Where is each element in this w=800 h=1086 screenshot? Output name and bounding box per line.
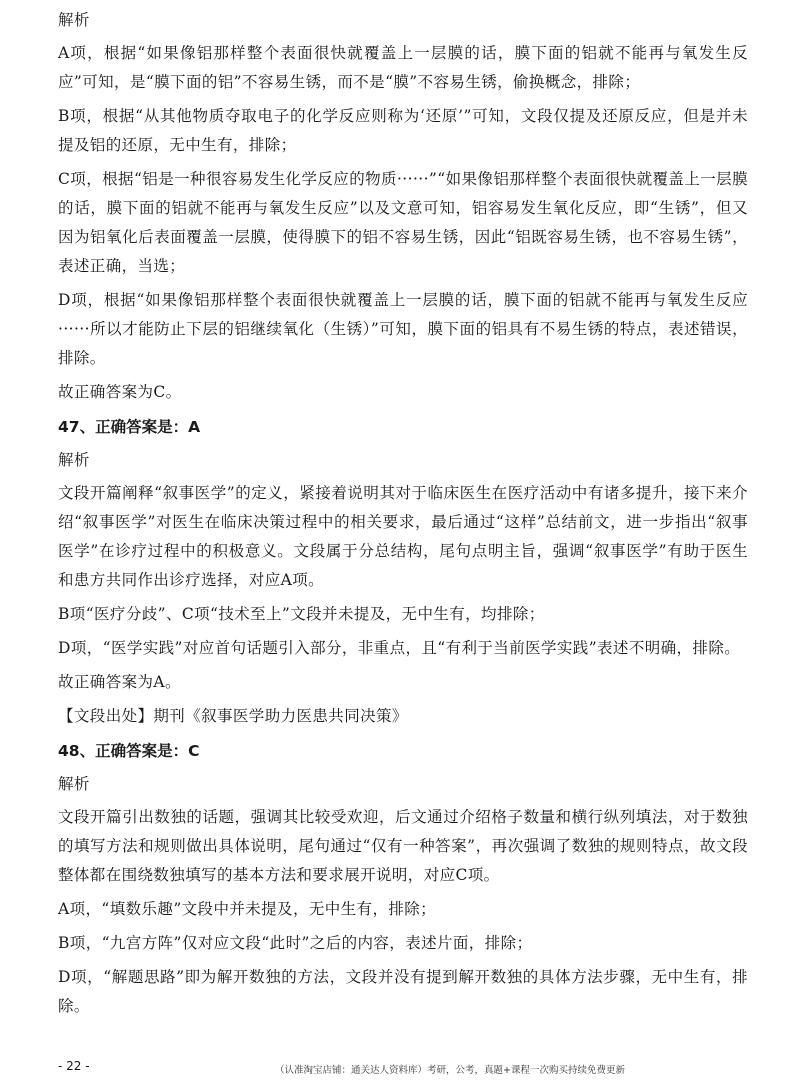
analysis-label: 解析 (58, 775, 90, 793)
q46-option-b: B项，根据“从其他物质夺取电子的化学反应则称为‘还原’”可知，文段仅提及还原反应，但是并未提及铝的还原，无中生有，排除； (58, 107, 748, 154)
page-footer: （认准淘宝店铺：通关达人资料库）考研，公考，真题+课程一次购买持续免费更新 (275, 1065, 625, 1076)
q48-option-d: D项，“解题思路”即为解开数独的方法，文段并没有提到解开数独的具体方法步骤，无中生有，排除。 (58, 968, 748, 1015)
q46-option-d: D项，根据“如果像铝那样整个表面很快就覆盖上一层膜的话，膜下面的铝就不能再与氧发生反应······所以才能防止下层的铝继续氧化（生锈）”可知，膜下面的铝具有不易生锈的特点，表述错误，排除。 (58, 291, 748, 367)
q47-option-d: D项，“医学实践”对应首句话题引入部分，非重点，且“有利于当前医学实践”表述不明确，排除。 (58, 639, 741, 657)
page-number: - 22 - (58, 1059, 90, 1073)
q48-option-a: A项，“填数乐趣”文段中并未提及，无中生有，排除； (58, 900, 437, 918)
q47-heading: 47、正确答案是：A (58, 418, 201, 436)
analysis-label: 解析 (58, 451, 90, 469)
q48-heading: 48、正确答案是：C (58, 742, 200, 760)
q46-option-a: A项，根据“如果像铝那样整个表面很快就覆盖上一层膜的话，膜下面的铝就不能再与氧发生反应”可知，是“膜下面的铝”不容易生锈，而不是“膜”不容易生锈，偷换概念，排除； (58, 44, 748, 91)
q46-answer: 故正确答案为C。 (58, 383, 182, 401)
document-body (58, 6, 748, 1026)
q48-option-b: B项，“九宫方阵”仅对应文段“此时”之后的内容，表述片面，排除； (58, 934, 533, 952)
q47-passage-analysis: 文段开篇阐释“叙事医学”的定义，紧接着说明其对于临床医生在医疗活动中有诸多提升，接下来介绍“叙事医学”对医生在临床决策过程中的相关要求，最后通过“这样”总结前文，进一步指出“叙事医学”在诊疗过程中的积极意义。文段属于分总结构，尾句点明主旨，强调“叙事医学”有助于医生和患方共同作出诊疗选择，对应A项。 (58, 484, 748, 589)
q47-source: 【文段出处】期刊《叙事医学助力医患共同决策》 (58, 707, 408, 725)
q48-passage-analysis: 文段开篇引出数独的话题，强调其比较受欢迎，后文通过介绍格子数量和横行纵列填法，对于数独的填写方法和规则做出具体说明，尾句通过“仅有一种答案”，再次强调了数独的规则特点，故文段整体都在围绕数独填写的基本方法和要求展开说明，对应C项。 (58, 808, 748, 884)
q47-option-bc: B项“医疗分歧”、C项“技术至上”文段并未提及，无中生有，均排除； (58, 605, 545, 623)
q47-answer: 故正确答案为A。 (58, 673, 181, 691)
analysis-label: 解析 (58, 11, 90, 29)
q46-option-c: C项，根据“铝是一种很容易发生化学反应的物质······”“如果像铝那样整个表面很快就覆盖上一层膜的话，膜下面的铝就不能再与氧发生反应”以及文意可知，铝容易发生氧化反应，即“生锈”，但又因为铝氧化后表面覆盖一层膜，使得膜下的铝不容易生锈，因此“铝既容易生锈，也不容易生锈”，表述正确，当选； (58, 170, 748, 275)
